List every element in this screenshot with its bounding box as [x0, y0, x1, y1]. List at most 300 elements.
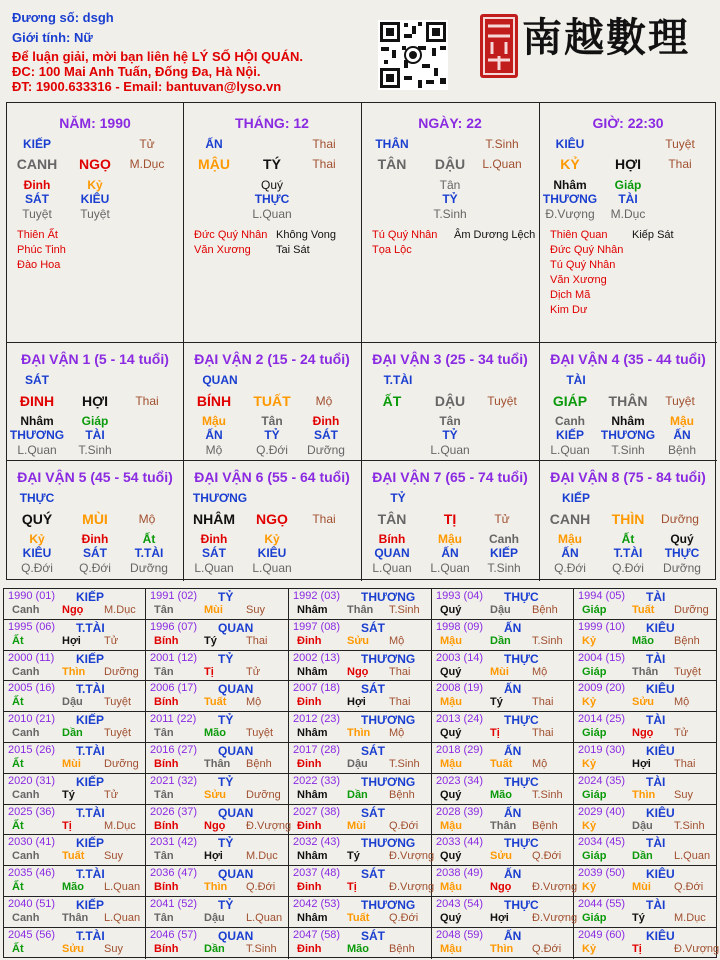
ten-god: SÁT: [361, 744, 385, 758]
year-label: 1994 (05): [578, 590, 626, 602]
heavenly-stem: Nhâm: [297, 665, 328, 678]
contact-invite: Để luận giải, mời bạn liên hệ LÝ SỐ HỘI QUÁN.: [12, 49, 303, 64]
ten-god: THÂN: [375, 137, 409, 151]
year-cell: [146, 681, 289, 712]
year-label: 1990 (01): [8, 590, 56, 602]
year-cell: [574, 712, 716, 743]
branch-state: Thai: [312, 157, 336, 171]
ten-god: THƯƠNG: [361, 836, 416, 851]
earthly-branch: Mão: [62, 881, 84, 894]
ten-god: TỶ: [218, 898, 234, 912]
earthly-branch: Ngọ: [347, 665, 369, 678]
growth-state: L.Quan: [104, 912, 141, 924]
growth-state: T.Sinh: [246, 942, 277, 955]
year-cell: [574, 866, 716, 897]
earthly-branch: Mão: [347, 942, 369, 955]
earthly-branch: Tuất: [62, 850, 85, 863]
hidden-stem: Ất: [142, 532, 156, 546]
hidden-state: Bệnh: [667, 443, 697, 457]
dai-van-title: ĐẠI VẬN 5 (45 - 54 tuổi): [17, 469, 173, 485]
hidden-stem: Quý: [670, 532, 694, 546]
year-cell: [4, 774, 146, 805]
ten-god: TÀI: [646, 713, 666, 728]
hidden-god: TỶ: [264, 428, 280, 442]
special-star: Âm Dương Lệch: [454, 229, 536, 241]
earthly-branch: Thìn: [632, 788, 656, 801]
ten-god: KIÊU: [555, 137, 585, 151]
year-cell: [146, 835, 289, 866]
ten-god: KIẾP: [76, 898, 105, 912]
ten-god: THƯƠNG: [361, 651, 416, 666]
hidden-god: THƯƠNG: [9, 428, 65, 442]
heavenly-stem: Bính: [154, 819, 179, 832]
earthly-branch: TỊ: [443, 511, 457, 527]
growth-state: Suy: [104, 942, 123, 955]
hidden-state: L.Quan: [430, 561, 470, 575]
ten-god: KIẾP: [76, 590, 105, 604]
ten-god: ẤN: [205, 137, 223, 151]
heavenly-stem: Đinh: [297, 634, 322, 647]
special-star: Đức Quý Nhân: [194, 229, 268, 241]
ten-god: QUAN: [218, 928, 254, 943]
year-label: 2030 (41): [8, 836, 56, 849]
year-label: 2017 (28): [293, 744, 341, 756]
earthly-branch: HỢI: [615, 156, 641, 172]
earthly-branch: Tuất: [490, 758, 513, 770]
heavenly-stem: Tân: [154, 912, 174, 924]
ten-god: TÀI: [566, 373, 586, 387]
hidden-state: L.Quan: [252, 561, 292, 575]
year-cell: [289, 681, 432, 712]
heavenly-stem: Mậu: [440, 634, 462, 647]
ten-god: QUAN: [218, 805, 254, 820]
hidden-god: ẤN: [441, 546, 459, 560]
hidden-stem: Tân: [261, 414, 283, 428]
ten-god: T.TÀI: [76, 744, 105, 758]
earthly-branch: Tý: [490, 696, 503, 709]
growth-state: Bệnh: [389, 942, 415, 955]
year-cell: [432, 928, 574, 959]
year-cell: [432, 805, 574, 836]
year-label: 1997 (08): [293, 620, 341, 633]
growth-state: L.Quan: [246, 912, 283, 924]
earthly-branch: Thân: [347, 604, 374, 616]
hidden-god: ẤN: [673, 428, 691, 442]
heavenly-stem: Giáp: [582, 665, 607, 678]
branch-state: Thai: [668, 157, 692, 171]
hidden-god: TỶ: [442, 192, 458, 206]
ten-god: ẤN: [504, 867, 522, 882]
hidden-god: KIÊU: [80, 192, 110, 206]
year-cell: [146, 589, 289, 620]
year-label: 2043 (54): [436, 898, 484, 910]
year-label: 2047 (58): [293, 928, 341, 941]
earthly-branch: Dậu: [62, 696, 83, 709]
earthly-branch: Tị: [204, 665, 214, 678]
earthly-branch: Hợi: [632, 758, 651, 770]
heavenly-stem: Đinh: [297, 819, 322, 832]
heavenly-stem: Kỷ: [582, 758, 597, 770]
year-cell: [289, 589, 432, 620]
hidden-state: Q.Đới: [256, 443, 288, 457]
dai-van-cell: [7, 461, 184, 581]
growth-state: Thai: [312, 137, 336, 151]
growth-state: T.Sinh: [389, 604, 420, 616]
gender: Giới tính: Nữ: [12, 30, 93, 45]
earthly-branch: Hợi: [347, 696, 366, 709]
growth-state: Q.Đới: [389, 912, 419, 924]
heavenly-stem: Nhâm: [297, 727, 328, 740]
growth-state: Đ.Vượng: [532, 881, 578, 894]
year-cell: [432, 866, 578, 897]
hidden-state: Q.Đới: [554, 561, 586, 575]
growth-state: Mộ: [674, 696, 690, 709]
hidden-god: KIÊU: [257, 546, 287, 560]
growth-state: Dưỡng: [661, 512, 699, 526]
year-label: 2031 (42): [150, 836, 198, 849]
hidden-god: SÁT: [314, 428, 338, 442]
year-cell: [289, 928, 432, 959]
ten-god: ẤN: [504, 620, 522, 635]
ten-god: T.TÀI: [76, 682, 105, 697]
earthly-branch: NGỌ: [256, 511, 288, 527]
ten-god: KIẾP: [22, 137, 52, 151]
growth-state: Tử: [494, 512, 510, 526]
ten-god: TÀI: [646, 774, 666, 789]
ten-god: THƯƠNG: [361, 590, 416, 604]
hidden-stem: Kỷ: [264, 532, 280, 546]
ten-god: QUAN: [218, 867, 254, 882]
earthly-branch: Tý: [347, 850, 360, 863]
header: [0, 0, 720, 100]
year-label: 2036 (47): [150, 867, 198, 880]
hidden-stem: Nhâm: [553, 178, 587, 192]
growth-state: Suy: [104, 850, 123, 863]
earthly-branch: Tý: [62, 788, 75, 801]
earthly-branch: Sửu: [347, 634, 370, 647]
year-cell: [432, 835, 574, 866]
growth-state: Dưỡng: [246, 788, 281, 801]
year-label: 2018 (29): [436, 744, 484, 756]
heavenly-stem: Quý: [440, 850, 462, 863]
growth-state: Q.Đới: [389, 819, 419, 832]
ten-god: ẤN: [504, 928, 522, 943]
ten-god: THỰC: [504, 651, 539, 666]
growth-state: Thai: [246, 634, 268, 647]
heavenly-stem: CANH: [549, 511, 591, 527]
earthly-branch: Dậu: [204, 912, 225, 924]
seal-stamp-icon: [478, 12, 520, 80]
growth-state: Bệnh: [389, 788, 415, 801]
year-label: 1992 (03): [293, 590, 341, 602]
year-cell: [574, 681, 716, 712]
ten-god: TỶ: [218, 774, 234, 789]
year-label: 2011 (22): [150, 713, 197, 726]
earthly-branch: Thân: [62, 912, 89, 924]
year-label: 2007 (18): [293, 682, 341, 695]
pillar-cell: [540, 103, 717, 343]
hidden-god: T.TÀI: [613, 546, 643, 560]
growth-state: Q.Đới: [246, 881, 276, 894]
hidden-state: M.Dục: [610, 207, 646, 221]
heavenly-stem: Bính: [154, 881, 179, 894]
year-cell: [289, 897, 432, 928]
heavenly-stem: Kỷ: [582, 696, 597, 709]
ten-god: QUAN: [218, 682, 254, 697]
year-label: 2001 (12): [150, 651, 198, 664]
hidden-stem: Mậu: [202, 414, 226, 428]
hidden-state: T.Sinh: [433, 207, 467, 221]
hidden-god: TÀI: [618, 192, 638, 206]
earthly-branch: Tuất: [632, 604, 655, 616]
ten-god: THƯƠNG: [361, 713, 416, 728]
year-cell: [146, 651, 289, 682]
special-star: Kiếp Sát: [632, 229, 674, 241]
year-cell: [289, 805, 432, 836]
ten-god: QUAN: [218, 620, 254, 635]
dai-van-title: ĐẠI VẬN 3 (25 - 34 tuổi): [372, 351, 528, 367]
year-label: 2041 (52): [150, 898, 198, 910]
heavenly-stem: Kỷ: [582, 819, 597, 832]
heavenly-stem: KỶ: [560, 156, 580, 172]
heavenly-stem: Nhâm: [297, 604, 328, 616]
year-cell: [289, 866, 435, 897]
earthly-branch: Mùi: [490, 665, 509, 678]
ten-god: KIẾP: [76, 836, 105, 851]
heavenly-stem: ĐINH: [19, 393, 55, 409]
growth-state: Q.Đới: [532, 942, 562, 955]
heavenly-stem: BÍNH: [196, 393, 232, 409]
ten-god: THỰC: [504, 836, 539, 851]
year-label: 1993 (04): [436, 590, 484, 602]
ten-god: KIẾP: [76, 651, 105, 666]
ten-god: ẤN: [504, 805, 522, 820]
year-label: 1999 (10): [578, 620, 626, 633]
year-cell: [432, 897, 578, 928]
year-label: 2049 (60): [578, 928, 626, 941]
special-star: Văn Xương: [194, 244, 251, 256]
year-label: 2034 (45): [578, 836, 626, 849]
year-label: 2042 (53): [293, 898, 341, 910]
hidden-stem: Ất: [621, 532, 635, 546]
earthly-branch: Ngọ: [204, 819, 226, 832]
heavenly-stem: Đinh: [297, 942, 322, 955]
growth-state: Thai: [135, 394, 159, 408]
ten-god: SÁT: [361, 682, 385, 697]
ten-god: TÀI: [646, 836, 666, 851]
growth-state: Suy: [674, 788, 693, 801]
heavenly-stem: Giáp: [582, 604, 607, 616]
growth-state: Thai: [389, 665, 411, 678]
growth-state: Mộ: [315, 394, 333, 408]
earthly-branch: Tị: [490, 727, 500, 740]
heavenly-stem: Quý: [440, 727, 462, 740]
earthly-branch: TÝ: [263, 156, 281, 172]
ten-god: THƯƠNG: [361, 898, 416, 912]
heavenly-stem: Mậu: [440, 942, 462, 955]
special-star: Tọa Lộc: [372, 244, 412, 256]
earthly-branch: Ngọ: [632, 727, 654, 740]
year-cell: [432, 589, 574, 620]
heavenly-stem: Tân: [154, 850, 174, 863]
hidden-stem: Mậu: [558, 532, 582, 546]
earthly-branch: Thân: [204, 758, 231, 770]
ten-god: THỰC: [504, 898, 539, 912]
pillar-cell: [7, 103, 184, 343]
growth-state: Dưỡng: [104, 758, 139, 770]
heavenly-stem: Ất: [12, 696, 24, 709]
year-label: 2010 (21): [8, 713, 56, 726]
year-label: 2006 (17): [150, 682, 198, 695]
pillar-title: GIỜ: 22:30: [592, 115, 664, 131]
year-cell: [4, 589, 146, 620]
ten-god: TỶ: [218, 713, 234, 728]
heavenly-stem: Quý: [440, 604, 462, 616]
ten-god: TỶ: [218, 590, 234, 604]
year-label: 2044 (55): [578, 898, 626, 910]
growth-state: Dưỡng: [674, 604, 709, 616]
earthly-branch: Ngọ: [62, 604, 84, 616]
ten-god: KIÊU: [646, 928, 675, 943]
ten-god: THỰC: [504, 713, 539, 728]
earthly-branch: Tuất: [204, 696, 227, 709]
earthly-branch: Tuất: [347, 912, 370, 924]
growth-state: T.Sinh: [485, 137, 519, 151]
special-star: Phúc Tinh: [17, 244, 66, 256]
qr-code-icon[interactable]: [378, 20, 448, 90]
ten-god: ẤN: [504, 744, 522, 758]
earthly-branch: Sửu: [490, 850, 513, 863]
year-cell: [4, 743, 146, 774]
hidden-stem: Bính: [378, 532, 406, 546]
earthly-branch: Dậu: [632, 819, 653, 832]
year-label: 2046 (57): [150, 928, 198, 941]
year-cell: [289, 620, 432, 651]
earthly-branch: Hợi: [490, 912, 509, 924]
ten-god: TÀI: [646, 898, 666, 912]
heavenly-stem: Nhâm: [297, 850, 328, 863]
earthly-branch: DẬU: [434, 393, 466, 409]
earthly-branch: Ngọ: [490, 881, 512, 894]
growth-state: M.Dục: [104, 604, 136, 616]
hidden-stem: Giáp: [81, 414, 109, 428]
year-cell: [4, 651, 146, 682]
year-cell: [4, 712, 146, 743]
earthly-branch: THÌN: [611, 511, 645, 527]
heavenly-stem: MẬU: [198, 156, 230, 172]
earthly-branch: Thìn: [490, 942, 514, 955]
ten-god: SÁT: [361, 620, 385, 635]
heavenly-stem: Canh: [12, 912, 40, 924]
growth-state: Mộ: [389, 727, 405, 740]
special-star: Dịch Mã: [550, 289, 591, 301]
hidden-stem: Nhâm: [611, 414, 645, 428]
year-label: 2022 (33): [293, 774, 341, 787]
growth-state: T.Sinh: [389, 758, 420, 770]
hidden-god: THỰC: [664, 546, 700, 560]
special-star: Thiên Quan: [550, 229, 608, 241]
year-cell: [146, 866, 289, 897]
pillar-cell: [184, 103, 362, 343]
growth-state: Thai: [532, 727, 554, 740]
hidden-state: L.Quan: [430, 443, 470, 457]
ten-god: KIẾP: [561, 491, 591, 505]
earthly-branch: Thìn: [62, 665, 86, 678]
growth-state: T.Sinh: [674, 819, 705, 832]
heavenly-stem: Ất: [12, 819, 24, 832]
hidden-state: T.Sinh: [78, 443, 112, 457]
heavenly-stem: Ất: [12, 758, 24, 770]
hidden-god: TỶ: [442, 428, 458, 442]
year-label: 2019 (30): [578, 744, 626, 756]
year-label: 1991 (02): [150, 590, 198, 602]
growth-state: Dưỡng: [104, 665, 139, 678]
year-cell: [146, 928, 289, 959]
heavenly-stem: Ất: [12, 634, 24, 647]
ten-god: SÁT: [361, 928, 385, 943]
heavenly-stem: Đinh: [297, 881, 322, 894]
heavenly-stem: ẤT: [382, 393, 402, 409]
branch-state: L.Quan: [482, 157, 522, 171]
hidden-stem: Nhâm: [20, 414, 54, 428]
year-cell: [4, 835, 146, 866]
growth-state: Tuyệt: [665, 137, 695, 151]
growth-state: L.Quan: [674, 850, 711, 863]
ten-god: THƯƠNG: [192, 491, 248, 505]
heavenly-stem: Tân: [154, 727, 174, 740]
growth-state: Tử: [104, 634, 119, 647]
growth-state: T.Sinh: [532, 634, 563, 647]
heavenly-stem: Canh: [12, 604, 40, 616]
year-cell: [574, 620, 716, 651]
hidden-god: KIẾP: [489, 546, 519, 560]
heavenly-stem: Mậu: [440, 881, 462, 894]
hidden-stem: Mậu: [670, 414, 694, 428]
year-label: 2021 (32): [150, 774, 198, 787]
earthly-branch: Mão: [204, 727, 226, 740]
hidden-state: Q.Đới: [79, 561, 111, 575]
year-label: 2045 (56): [8, 928, 56, 941]
earthly-branch: Mão: [490, 788, 512, 801]
dai-van-title: ĐẠI VẬN 4 (35 - 44 tuổi): [550, 351, 706, 367]
heavenly-stem: Đinh: [297, 696, 322, 709]
dai-van-cell: [540, 343, 717, 461]
dai-van-cell: [362, 461, 540, 581]
ten-god: SÁT: [25, 373, 49, 387]
year-cell: [4, 928, 146, 959]
earthly-branch: Sửu: [204, 788, 227, 801]
year-cell: [574, 835, 716, 866]
growth-state: Mộ: [532, 758, 548, 770]
dai-van-cell: [540, 461, 717, 581]
year-label: 2037 (48): [293, 867, 341, 880]
earthly-branch: Dần: [204, 942, 225, 955]
year-cell: [289, 835, 435, 866]
ten-god: T.TÀI: [76, 928, 105, 943]
heavenly-stem: Canh: [12, 665, 40, 678]
hidden-state: Q.Đới: [21, 561, 53, 575]
hidden-god: THƯƠNG: [542, 192, 598, 206]
growth-state: Suy: [246, 604, 265, 616]
earthly-branch: Thân: [632, 665, 659, 678]
year-label: 2029 (40): [578, 805, 626, 818]
year-label: 2024 (35): [578, 774, 626, 787]
year-label: 2000 (11): [8, 651, 55, 664]
hidden-stem: Đinh: [312, 414, 340, 428]
earthly-branch: Thìn: [204, 881, 228, 894]
heavenly-stem: Kỷ: [582, 634, 597, 647]
yearly-luck-grid: [3, 588, 720, 958]
